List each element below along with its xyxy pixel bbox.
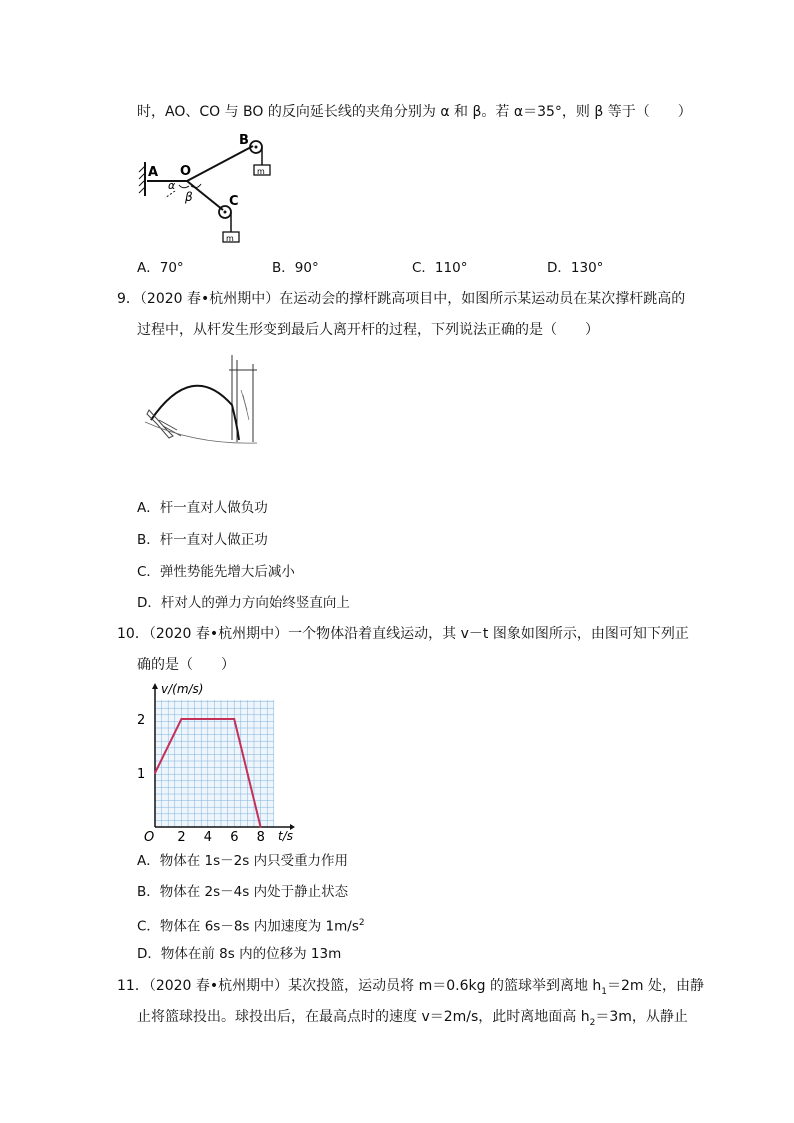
series-point: [260, 826, 262, 828]
x-tick-label: 2: [177, 830, 186, 842]
series-point: [180, 718, 182, 720]
q10-option-c[interactable]: [137, 913, 365, 937]
q11-line2-a: 止将篮球投出。球投出后，在最高点时的速度 v＝2m/s，此时离地面高 h: [137, 1009, 590, 1025]
q9-stem-line2: 过程中，从杆发生形变到最后人离开杆的过程，下列说法正确的是（ ）: [137, 322, 599, 338]
y-axis-label: v/(m/s): [161, 682, 204, 696]
x-tick-label: 8: [256, 830, 265, 842]
q10-stem-line2: 确的是（ ）: [137, 657, 235, 673]
q11-line1-a: 11．（2020 春•杭州期中）某次投篮，运动员将 m＝0.6kg 的篮球举到离地 h: [117, 978, 602, 994]
q8-stem-tail: 时，AO、CO 与 BO 的反向延长线的夹角分别为 α 和 β。若 α＝35°，则 β 等于（ ）: [137, 104, 692, 120]
q10-option-a[interactable]: A．物体在 1s－2s 内只受重力作用: [137, 853, 349, 869]
q11-line2-b: ＝3m，从静止: [595, 1009, 688, 1025]
q8-option-b[interactable]: B．90°: [272, 260, 319, 276]
q10-option-c-text: C．物体在 6s－8s 内加速度为 1m/s: [137, 918, 359, 935]
athlete-sketch: [147, 410, 181, 438]
q11-stem-line1: [117, 976, 704, 1002]
alpha-arc: [179, 185, 189, 188]
extension-dashed: [165, 191, 175, 198]
label-alpha: α: [168, 179, 176, 192]
q8-option-d[interactable]: D．130°: [547, 260, 604, 276]
mass-b-label: m: [257, 167, 265, 176]
q8-option-a[interactable]: A．70°: [137, 260, 184, 276]
y-tick-label: 1: [137, 767, 146, 782]
label-o: O: [180, 164, 192, 179]
q10-option-b[interactable]: B．物体在 2s－4s 内处于静止状态: [137, 884, 349, 900]
q11-line1-sub: 1: [601, 986, 608, 997]
label-a: A: [148, 165, 159, 180]
x-tick-label: 4: [203, 830, 213, 842]
q8-pulley-figure: [135, 128, 285, 250]
y-tick-label: 2: [137, 713, 146, 728]
series-point: [154, 772, 156, 774]
q10-option-d[interactable]: D．物体在前 8s 内的位移为 13m: [137, 946, 342, 962]
q9-stem-line1: 9．（2020 春•杭州期中）在运动会的撑杆跳高项目中，如图所示某运动员在某次撑杆跳高的: [117, 291, 686, 307]
q8-option-c[interactable]: C．110°: [412, 260, 468, 276]
q10-stem-line1: 10．（2020 春•杭州期中）一个物体沿着直线运动，其 v－t 图象如图所示，由图可知下列正: [117, 626, 689, 642]
q10-option-c-sup: 2: [358, 918, 365, 928]
label-c: C: [229, 194, 239, 209]
q11-line1-b: ＝2m 处，由静: [607, 978, 705, 994]
label-beta: β: [185, 190, 193, 204]
mass-c-label: m: [226, 234, 234, 243]
rope-ob: [187, 146, 253, 181]
label-b: B: [239, 133, 249, 148]
q9-option-b[interactable]: B．杆一直对人做正功: [137, 532, 268, 548]
q11-line2-sub: 2: [589, 1017, 596, 1028]
q9-option-a[interactable]: A．杆一直对人做负功: [137, 500, 268, 516]
y-axis-arrow: [152, 683, 158, 689]
q9-option-c[interactable]: C．弹性势能先增大后减小: [137, 564, 295, 580]
origin-label: O: [144, 830, 155, 842]
q9-pole-vault-figure: [137, 350, 262, 445]
vt-chart: [135, 677, 305, 842]
series-point: [233, 718, 235, 720]
x-tick-label: 6: [230, 830, 239, 842]
q11-stem-line2: [137, 1007, 688, 1033]
x-axis-label: t/s: [278, 829, 293, 842]
q9-option-d[interactable]: D．杆对人的弹力方向始终竖直向上: [137, 595, 350, 611]
